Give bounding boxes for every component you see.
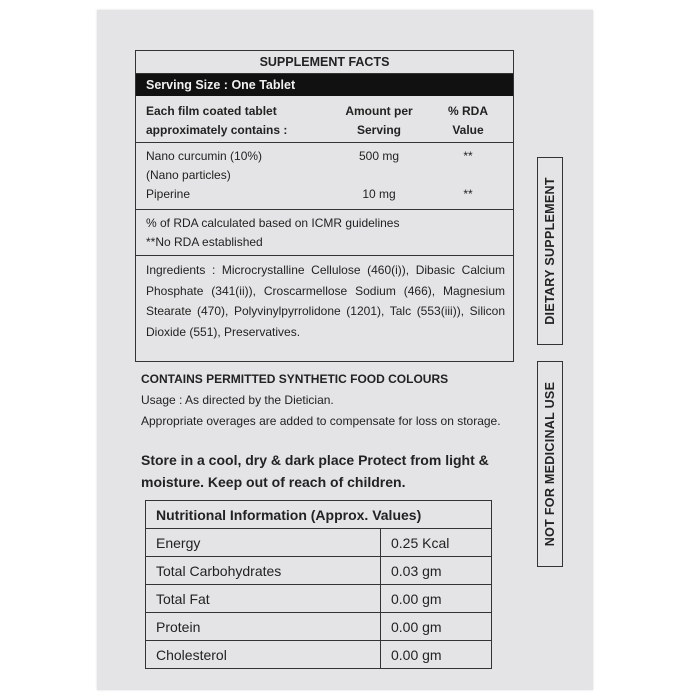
facts-rows <box>136 143 513 210</box>
supplement-facts-table <box>135 50 514 362</box>
table-row <box>146 585 492 613</box>
supplement-facts-title: SUPPLEMENT FACTS <box>136 51 513 74</box>
nutrient-value: 0.25 Kcal <box>381 529 492 557</box>
row-rda-piperine: ** <box>463 187 473 201</box>
row-amount-piperine: 10 mg <box>362 187 396 201</box>
table-row <box>146 613 492 641</box>
table-row <box>146 557 492 585</box>
row-name-piperine: Piperine <box>146 187 191 201</box>
row-rda-curcumin: ** <box>463 149 473 163</box>
rda-note: % of RDA calculated based on ICMR guidelines <box>146 216 400 230</box>
ingredients-text: Ingredients : Microcrystalline Cellulose (460(i)), Dibasic Calcium Phosphate (341(ii)), Croscarmellose Sodium (466), Magnesium Stearate (470), Polyvinylpyrrolidone (1201), Talc (553(iii)), Silicon Dioxide (551), Preservatives. <box>146 263 505 339</box>
no-rda-note: **No RDA established <box>146 235 263 249</box>
facts-header-row <box>136 96 513 143</box>
overages-text: Appropriate overages are added to compensate for loss on storage. <box>141 414 501 428</box>
nutrition-header-row <box>146 501 492 529</box>
nutrient-label: Energy <box>146 529 381 557</box>
row-amount-curcumin: 500 mg <box>358 149 400 163</box>
header-contents: Each film coated tablet approximately contains : <box>146 104 288 137</box>
table-row <box>146 529 492 557</box>
permitted-colours-text: CONTAINS PERMITTED SYNTHETIC FOOD COLOURS <box>141 372 449 386</box>
table-row <box>146 641 492 669</box>
nutrient-label: Total Carbohydrates <box>146 557 381 585</box>
nutrient-value: 0.00 gm <box>381 641 492 669</box>
not-for-medicinal-use-label: NOT FOR MEDICINAL USE <box>537 361 563 567</box>
nutrient-label: Protein <box>146 613 381 641</box>
header-rda: % RDA Value <box>447 104 488 137</box>
row-name-curcumin: Nano curcumin (10%) (Nano particles) <box>146 149 263 182</box>
nutrient-value: 0.00 gm <box>381 585 492 613</box>
nutrition-header: Nutritional Information (Approx. Values) <box>146 501 492 529</box>
usage-text: Usage : As directed by the Dietician. <box>141 393 334 407</box>
dietary-supplement-label: DIETARY SUPPLEMENT <box>537 157 563 345</box>
rda-notes <box>136 210 513 256</box>
header-amount: Amount per Serving <box>345 104 413 137</box>
serving-size-bar: Serving Size : One Tablet <box>136 74 513 96</box>
nutrient-label: Cholesterol <box>146 641 381 669</box>
nutrient-value: 0.00 gm <box>381 613 492 641</box>
storage-instructions: Store in a cool, dry & dark place Protect from light & moisture. Keep out of reach of children. <box>141 452 489 490</box>
nutrient-label: Total Fat <box>146 585 381 613</box>
nutrition-table <box>145 500 492 669</box>
nutrient-value: 0.03 gm <box>381 557 492 585</box>
